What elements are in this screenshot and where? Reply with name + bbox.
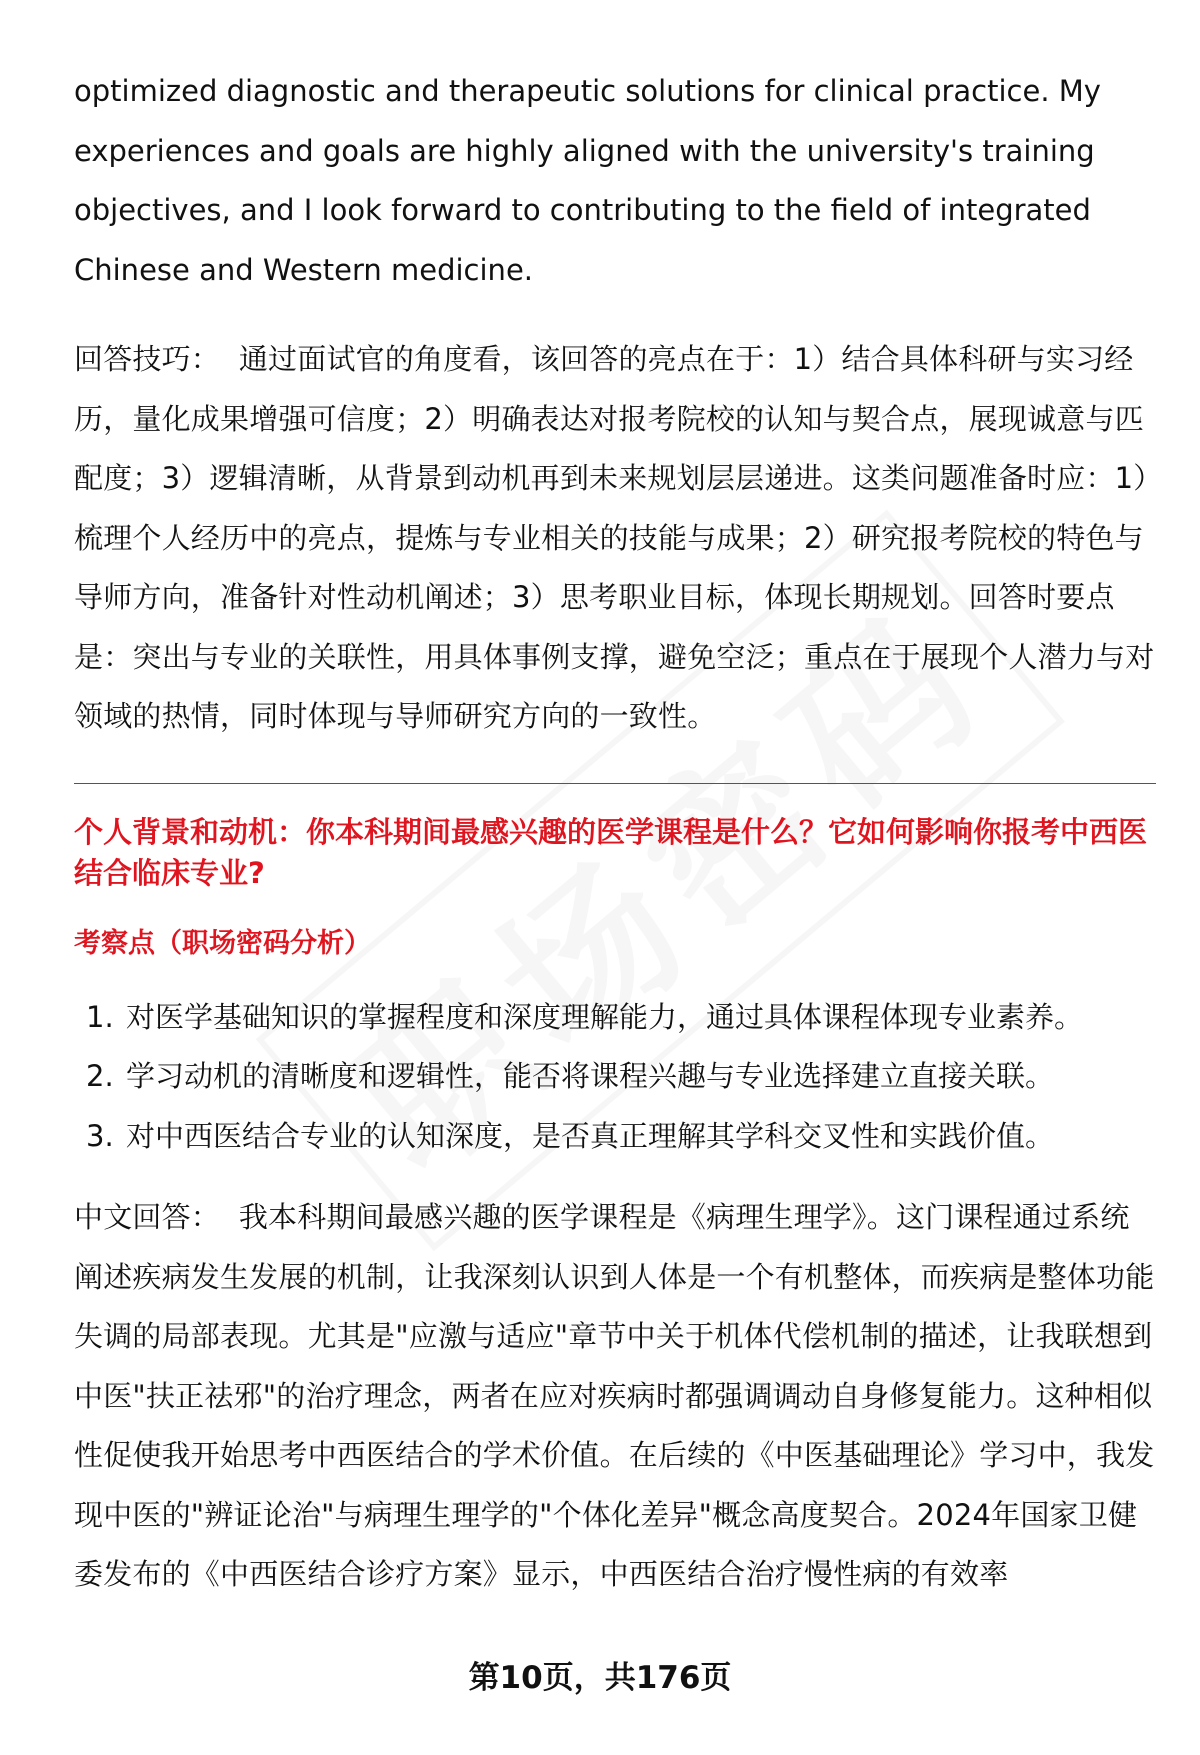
answer-label: 中文回答： — [74, 1200, 221, 1234]
question-heading: 个人背景和动机：你本科期间最感兴趣的医学课程是什么？它如何影响你报考中西医结合临床专业? — [74, 814, 1148, 890]
tips-text: 通过面试官的角度看，该回答的亮点在于：1）结合具体科研与实习经历，量化成果增强可信度；2）明确表达对报考院校的认知与契合点，展现诚意与匹配度；3）逻辑清晰，从背景到动机再到未来规划层层递进。这类问题准备时应：1）梳理个人经历中的亮点，提炼与专业相关的技能与成果；2）研究报考院校的特色与导师方向，准备针对性动机阐述；3）思考职业目标，体现长期规划。回答时要点是：突出与专业的关联性，用具体事例支撑，避免空泛；重点在于展现个人潜力与对领域的热情，同时体现与导师研究方向的一致性。 — [74, 342, 1155, 733]
list-item — [74, 988, 1156, 1048]
exam-points-heading: 考察点（职场密码分析） — [74, 927, 371, 959]
list-item-number: 1. — [86, 999, 114, 1034]
answer-text: 我本科期间最感兴趣的医学课程是《病理生理学》。这门课程通过系统阐述疾病发生发展的机制，让我深刻认识到人体是一个有机整体，而疾病是整体功能失调的局部表现。尤其是"应激与适应"章节中关于机体代偿机制的描述，让我联想到中医"扶正祛邪"的治疗理念，两者在应对疾病时都强调调动自身修复能力。这种相似性促使我开始思考中西医结合的学术价值。在后续的《中医基础理论》学习中，我发现中医的"辨证论治"与病理生理学的"个体化差异"概念高度契合。2024年国家卫健委发布的《中西医结合诊疗方案》显示，中西医结合治疗慢性病的有效率 — [74, 1200, 1155, 1591]
intro-english-paragraph: optimized diagnostic and therapeutic solutions for clinical practice. My experiences and goals are highly aligned with the university's training objectives, and I look forward to contributing to the field of integrated Chinese and Western medicine. — [74, 74, 1101, 287]
list-item-text: 对医学基础知识的掌握程度和深度理解能力，通过具体课程体现专业素养。 — [126, 999, 1084, 1034]
chinese-answer-paragraph — [74, 1188, 1156, 1605]
answer-tips-paragraph — [74, 330, 1156, 747]
list-item — [74, 1047, 1156, 1107]
section-divider — [74, 783, 1156, 784]
list-item-text: 对中西医结合专业的认知深度，是否真正理解其学科交叉性和实践价值。 — [126, 1118, 1055, 1153]
list-item-number: 3. — [86, 1118, 114, 1153]
document-page — [74, 62, 1156, 1605]
list-item-number: 2. — [86, 1059, 114, 1093]
page-number-footer: 第10页，共176页 — [468, 1660, 732, 1696]
list-item-text: 学习动机的清晰度和逻辑性，能否将课程兴趣与专业选择建立直接关联。 — [126, 1059, 1055, 1093]
list-item — [74, 1107, 1156, 1167]
exam-points-list — [74, 988, 1156, 1167]
tips-label: 回答技巧： — [74, 342, 221, 376]
